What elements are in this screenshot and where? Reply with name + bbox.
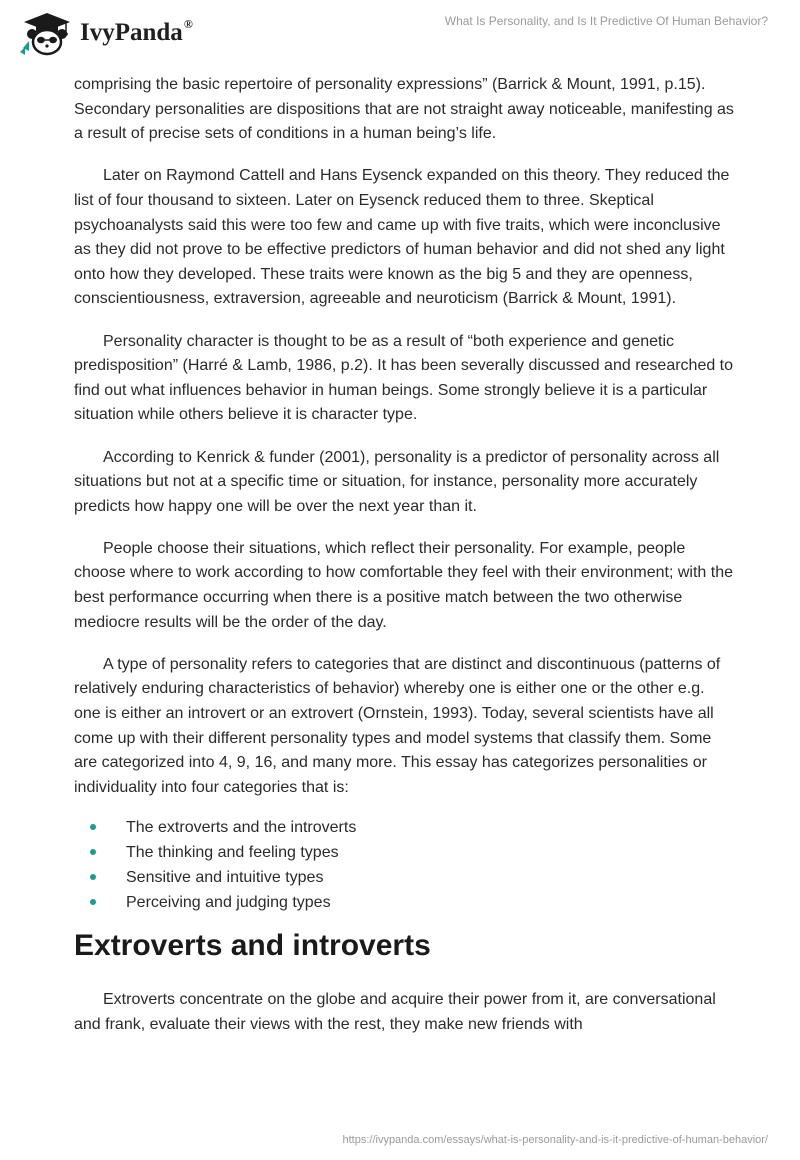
list-item-text: Perceiving and judging types [126, 894, 331, 911]
page-header [0, 0, 800, 70]
paragraph: comprising the basic repertoire of personality expressions” (Barrick & Mount, 1991, p.15). Secondary personalities are dispositions that are not straight away noticeable, manifesting as a result of precise sets of conditions in a human being’s life. [74, 76, 734, 143]
bullet-icon [90, 899, 96, 905]
list-item-text: The extroverts and the introverts [126, 819, 357, 836]
essay-content [74, 73, 734, 1055]
list-item-text: The thinking and feeling types [126, 844, 339, 861]
list-item-text: Sensitive and intuitive types [126, 869, 324, 886]
section-heading: Extroverts and introverts [74, 929, 431, 962]
list-item [74, 890, 734, 915]
brand-text: IvyPanda [80, 19, 183, 46]
bullet-icon [90, 824, 96, 830]
paragraph: People choose their situations, which reflect their personality. For example, people choose where to work according to how comfortable they feel with their environment; with the best performance occurring when there is a positive match between the two otherwise mediocre results will be the order of the day. [74, 539, 733, 631]
list-item [74, 865, 734, 890]
personality-types-list [74, 815, 734, 915]
footer-url: https://ivypanda.com/essays/what-is-personality-and-is-it-predictive-of-human-behavior/ [342, 1134, 768, 1146]
brand-name[interactable] [80, 19, 193, 47]
paragraph: Extroverts concentrate on the globe and acquire their power from it, are conversational and frank, evaluate their views with the rest, they make new friends with [74, 991, 716, 1033]
list-item [74, 840, 734, 865]
document-title: What Is Personality, and Is It Predictive Of Human Behavior? [444, 14, 768, 28]
paragraph: Later on Raymond Cattell and Hans Eysenck expanded on this theory. They reduced the list of four thousand to sixteen. Later on Eysenck reduced them to three. Skeptical psychoanalysts said this were too few and came up with five traits, which were inconclusive as they did not prove to be effective predictors of human behavior and did not shed any light onto how they developed. These traits were known as the big 5 and they are openness, conscientiousness, extraversion, agreeable and neuroticism (Barrick & Mount, 1991). [74, 167, 730, 308]
registered-mark: ® [183, 17, 193, 31]
panda-logo-icon[interactable] [16, 10, 78, 56]
list-item [74, 815, 734, 840]
paragraph: According to Kenrick & funder (2001), personality is a predictor of personality across all situations but not at a specific time or situation, for instance, personality more accurately predicts how happy one will be over the next year than it. [74, 448, 720, 515]
bullet-icon [90, 874, 96, 880]
paragraph: A type of personality refers to categories that are distinct and discontinuous (patterns of relatively enduring characteristics of behavior) whereby one is either one or the other e.g. one is either an introvert or an extrovert (Ornstein, 1993). Today, several scientists have all come up with their different personality types and model systems that classify them. Some are categorized into 4, 9, 16, and many more. This essay has categorizes personalities or individuality into four categories that is: [74, 655, 721, 796]
bullet-icon [90, 849, 96, 855]
paragraph: Personality character is thought to be as a result of “both experience and genetic predisposition” (Harré & Lamb, 1986, p.2). It has been severally discussed and researched to find out what influences behavior in human beings. Some strongly believe it is a particular situation while others believe it is character type. [74, 332, 734, 424]
